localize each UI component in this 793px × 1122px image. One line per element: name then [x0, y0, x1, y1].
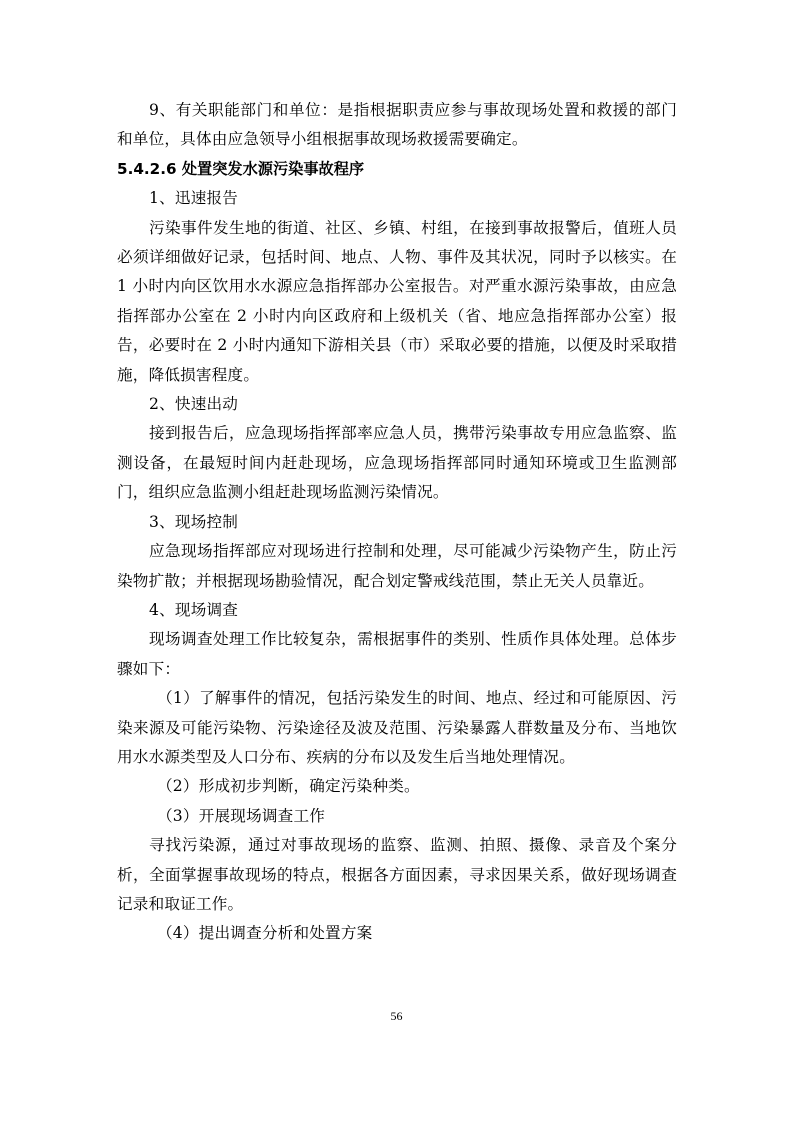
subheading-investigation: 4、现场调查: [149, 600, 239, 619]
subheading-control: 3、现场控制: [149, 512, 239, 531]
subheading-dispatch: 2、快速出动: [149, 395, 239, 414]
page-body: [117, 96, 677, 949]
paragraph-dispatch: 接到报告后，应急现场指挥部率应急人员，携带污染事故专用应急监察、监测设备，在最短时间内赶赴现场，应急现场指挥部同时通知环境或卫生监测部门，组织应急监测小组赶赴现场监测污染情况。: [117, 424, 677, 502]
paragraph-report: 污染事件发生地的街道、社区、乡镇、村组，在接到事故报警后，值班人员必须详细做好记录，包括时间、地点、人物、事件及其状况，同时予以核实。在1 小时内向区饮用水水源应急指挥部办公室报告。对严重水源污染事故，由应急指挥部办公室在 2 小时内向区政府和上级机关（省、地应急指挥部办公室）报告，必要时在 2 小时内通知下游相关县（市）采取必要的措施，以便及时采取措施，降低损害程度。: [117, 218, 677, 384]
paragraph-step-3: 寻找污染源，通过对事故现场的监察、监测、拍照、摄像、录音及个案分析，全面掌握事故现场的特点，根据各方面因素，寻求因果关系，做好现场调查记录和取证工作。: [117, 836, 677, 913]
paragraph-investigation: 现场调查处理工作比较复杂，需根据事件的类别、性质作具体处理。总体步骤如下：: [117, 630, 677, 678]
step-3: （3）开展现场调查工作: [157, 806, 326, 825]
section-heading: 5.4.2.6 处置突发水源污染事故程序: [117, 159, 365, 178]
step-1: （1）了解事件的情况，包括污染发生的时间、地点、经过和可能原因、污染来源及可能污染物、污染途径及波及范围、污染暴露人群数量及分布、当地饮用水水源类型及人口分布、疾病的分布以及发生后当地处理情况。: [117, 689, 677, 766]
page-number: 56: [390, 1009, 403, 1023]
paragraph-control: 应急现场指挥部应对现场进行控制和处理，尽可能减少污染物产生，防止污染物扩散；并根据现场勘验情况，配合划定警戒线范围，禁止无关人员靠近。: [117, 542, 677, 590]
paragraph-item-9: 9、有关职能部门和单位：是指根据职责应参与事故现场处置和救援的部门和单位，具体由应急领导小组根据事故现场救援需要确定。: [117, 101, 677, 149]
subheading-report: 1、迅速报告: [149, 189, 239, 208]
step-2: （2）形成初步判断，确定污染种类。: [157, 777, 420, 796]
step-4: （4）提出调查分析和处置方案: [157, 924, 373, 943]
